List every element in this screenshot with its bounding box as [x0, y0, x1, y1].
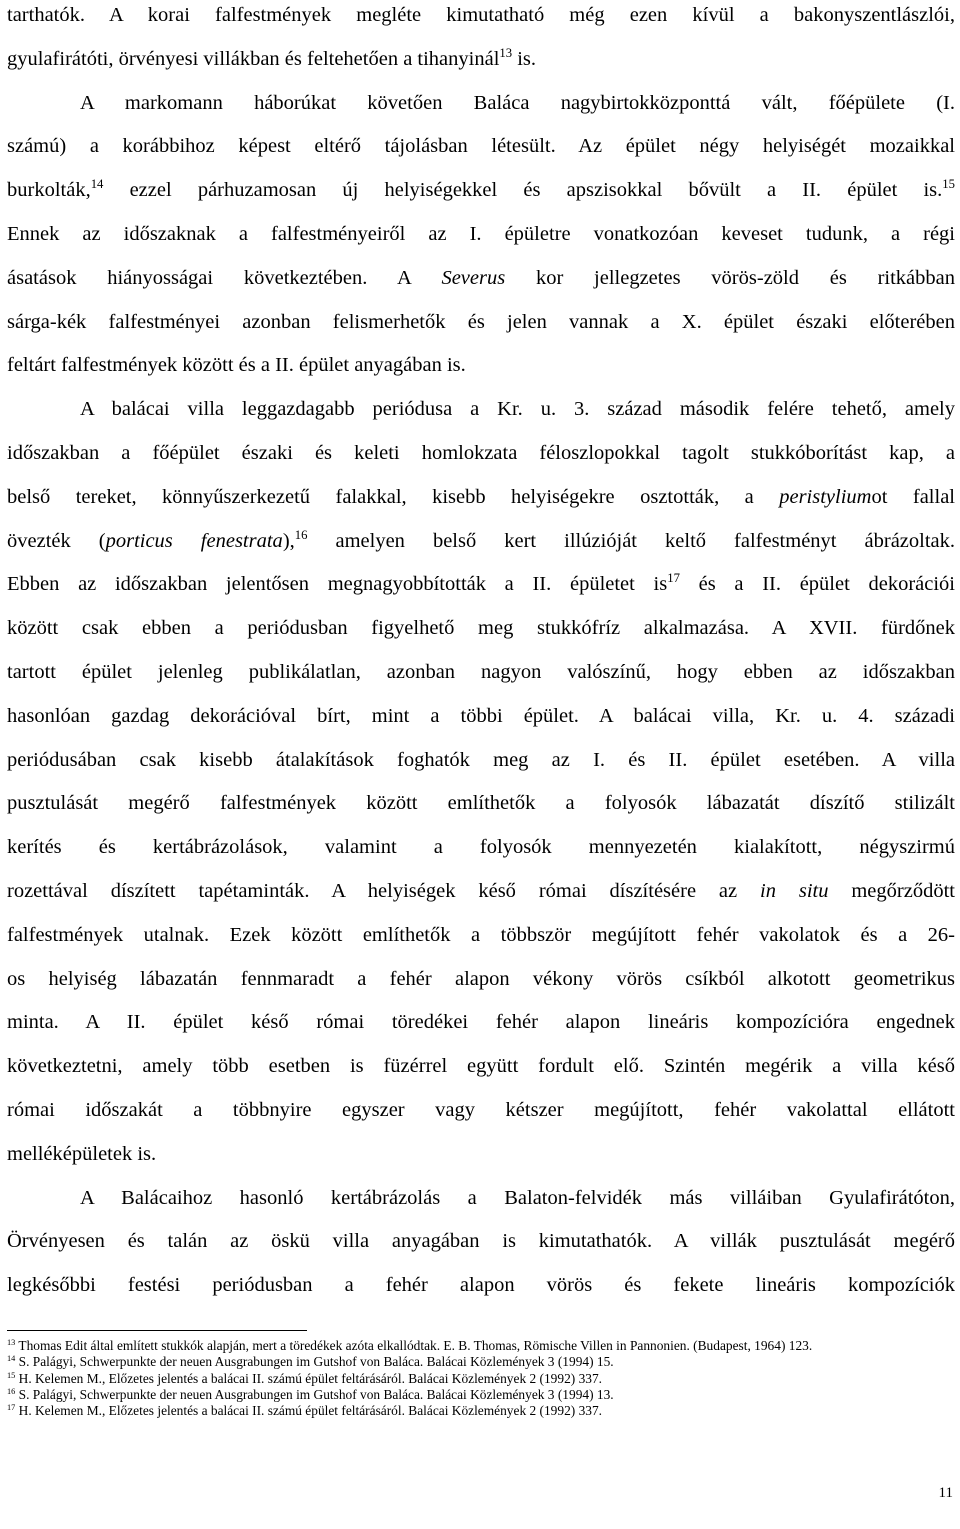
footnote — [7, 1338, 955, 1354]
italic-term: Severus — [441, 266, 506, 289]
text-run: ot fallal — [871, 485, 955, 508]
text-run: ), — [282, 529, 295, 552]
text-run: és a II. épület dekorációi — [679, 573, 956, 596]
text-run: tarthatók. A korai falfestmények megléte kimutatható még ezen kívül a bakonyszentlászlói, — [7, 4, 955, 26]
footnote — [7, 1387, 955, 1403]
footnote-number: 16 — [7, 1386, 16, 1396]
body-text — [7, 0, 955, 1308]
footnotes — [7, 1338, 955, 1419]
text-line — [7, 257, 955, 301]
text-line — [7, 476, 955, 520]
text-run: sárga-kék falfestményei azonban felismerhetők és jelen vannak a X. épület északi előterében — [7, 310, 955, 333]
text-run: os helyiség lábazatán fennmaradt a fehér alapon vékony vörös csíkból alkotott geometrikus — [7, 967, 955, 990]
text-line — [7, 1089, 955, 1133]
text-line — [7, 782, 955, 826]
text-run: rozettával díszített tapétaminták. A helyiségek késő római díszítésére az — [7, 879, 761, 902]
italic-term: porticus fenestrata — [105, 529, 283, 552]
text-run: A balácai villa leggazdagabb periódusa a Kr. u. 3. század második felére tehető, amely — [80, 398, 955, 421]
text-run: hasonlóan gazdag dekorációval bírt, mint a többi épület. A balácai villa, Kr. u. 4. századi — [7, 704, 955, 727]
text-line — [7, 82, 955, 126]
footnote-separator — [7, 1330, 307, 1331]
text-run: periódusában csak kisebb átalakítások foghatók meg az I. és II. épület esetében. A villa — [7, 748, 955, 771]
text-run: tartott épület jelenleg publikálatlan, azonban nagyon valószínű, hogy ebben az időszakban — [7, 660, 955, 683]
footnote — [7, 1354, 955, 1370]
text-line — [7, 695, 955, 739]
text-line — [7, 344, 955, 388]
text-run: megőrződött — [828, 879, 955, 902]
footnote-number: 13 — [7, 1337, 16, 1347]
text-line — [7, 169, 955, 213]
text-run: római időszakát a többnyire egyszer vagy kétszer megújított, fehér vakolattal ellátott — [7, 1098, 955, 1121]
text-run: időszakban a főépület északi és keleti homlokzata féloszlopokkal tagolt stukkóborítást kap, a — [7, 441, 955, 464]
footnote-text: S. Palágyi, Schwerpunkte der neuen Ausgrabungen im Gutshof von Baláca. Balácai Közlemények 3 (1994) 15. — [15, 1354, 614, 1370]
text-line — [7, 563, 955, 607]
text-line — [7, 1133, 955, 1177]
text-run: amelyen belső kert illúzióját keltő falfestményt ábrázoltak. — [307, 529, 956, 552]
italic-term: in situ — [760, 879, 829, 902]
text-run: Ebben az időszakban jelentősen megnagyobbították a II. épületet is — [7, 573, 668, 596]
text-run: gyulafirátóti, örvényesi villákban és feltehetően a tihanyinál — [7, 47, 500, 70]
text-run: melléképületek is. — [7, 1142, 157, 1165]
text-run: burkolták, — [7, 179, 91, 202]
text-line — [7, 388, 955, 432]
text-run: pusztulását megérő falfestmények között említhetők a folyosók lábazatát díszítő stilizált — [7, 792, 955, 815]
text-line — [7, 432, 955, 476]
text-line — [7, 520, 955, 564]
text-run: minta. A II. épület késő római töredékei fehér alapon lineáris kompozícióra engednek — [7, 1011, 955, 1034]
text-run: A Balácaihoz hasonló kertábrázolás a Balaton-felvidék más villáiban Gyulafirátóton, — [80, 1186, 955, 1209]
text-run: falfestmények utalnak. Ezek között említhetők a többször megújított fehér vakolatok és a 26- — [7, 923, 955, 946]
text-line — [7, 1220, 955, 1264]
text-line — [7, 125, 955, 169]
footnote-number: 15 — [7, 1370, 16, 1380]
footnote-number: 17 — [7, 1403, 16, 1413]
text-run: kerítés és kertábrázolások, valamint a folyosók mennyezetén kialakított, négyszirmú — [7, 836, 955, 859]
footnote-ref: 17 — [667, 571, 680, 586]
footnote-ref: 16 — [294, 527, 308, 542]
text-line — [7, 739, 955, 783]
text-run: legkésőbbi festési periódusban a fehér alapon vörös és fekete lineáris kompozíciók — [7, 1274, 955, 1297]
text-run: A markomann háborúkat követően Baláca nagybirtokközponttá vált, főépülete (I. — [80, 91, 955, 114]
text-run: számú) a korábbihoz képest eltérő tájolásban létesült. Az épület négy helyiségét mozaikkal — [7, 135, 955, 158]
text-run: feltárt falfestmények között és a II. épület anyagában is. — [7, 354, 466, 377]
text-line — [7, 213, 955, 257]
text-line — [7, 1045, 955, 1089]
text-line — [7, 870, 955, 914]
footnote-ref: 14 — [90, 177, 104, 192]
text-run: kor jellegzetes vörös-zöld és ritkábban — [505, 266, 955, 289]
footnote-text: H. Kelemen M., Előzetes jelentés a balácai II. számú épület feltárásáról. Balácai Közlemények 2 (1992) 337. — [15, 1403, 603, 1419]
italic-term: peristylium — [779, 485, 872, 508]
text-line — [7, 1001, 955, 1045]
text-run: ásatások hiányosságai következtében. A — [7, 266, 442, 289]
footnote — [7, 1371, 955, 1387]
text-run: is. — [512, 47, 537, 70]
text-line — [7, 38, 955, 82]
text-line — [7, 1177, 955, 1221]
text-run: Örvényesen és talán az öskü villa anyagában is kimutathatók. A villák pusztulását megérő — [7, 1230, 955, 1253]
text-line — [7, 958, 955, 1002]
footnote-ref: 15 — [942, 177, 955, 192]
text-run: Ennek az időszaknak a falfestményeiről az I. épületre vonatkozóan keveset tudunk, a régi — [7, 222, 955, 245]
text-run: között csak ebben a periódusban figyelhető meg stukkófríz alkalmazása. A XVII. fürdőnek — [7, 617, 955, 640]
text-line — [7, 914, 955, 958]
footnote-number: 14 — [7, 1354, 16, 1364]
text-line — [7, 0, 955, 38]
text-line — [7, 1264, 955, 1308]
footnote-text: Thomas Edit által említett stukkók alapján, mert a töredékek azóta elkallódtak. E. B. Thomas, Römische Villen in Pannonien. (Budapest, 1964) 123. — [15, 1338, 813, 1353]
footnote-ref: 13 — [499, 45, 513, 60]
text-line — [7, 651, 955, 695]
page-number: 11 — [938, 1485, 953, 1501]
text-run: ezzel párhuzamosan új helyiségekkel és apszisokkal bővült a II. épület is. — [103, 179, 943, 202]
text-line — [7, 301, 955, 345]
text-line — [7, 607, 955, 651]
text-line — [7, 826, 955, 870]
text-run: övezték ( — [7, 529, 106, 552]
text-run: belső tereket, könnyűszerkezetű falakkal, kisebb helyiségekre osztották, a — [7, 485, 780, 508]
footnote — [7, 1403, 955, 1419]
text-run: következtetni, amely több esetben is füzérrel együtt fordult elő. Szintén megérik a villa késő — [7, 1055, 955, 1078]
footnote-text: H. Kelemen M., Előzetes jelentés a balácai II. számú épület feltárásáról. Balácai Közlemények 2 (1992) 337. — [15, 1370, 603, 1386]
footnote-text: S. Palágyi, Schwerpunkte der neuen Ausgrabungen im Gutshof von Baláca. Balácai Közlemények 3 (1994) 13. — [15, 1386, 614, 1402]
